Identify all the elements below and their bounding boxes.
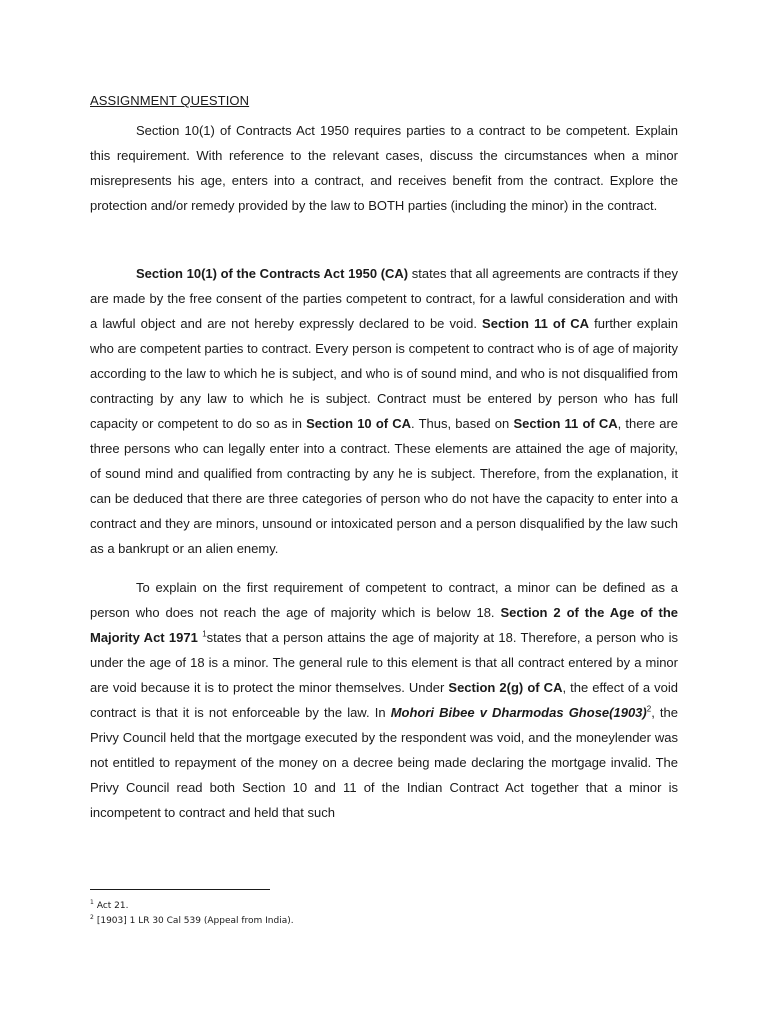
- document-page: [90, 92, 678, 825]
- footnote-item: [90, 914, 294, 929]
- footnote-number: 1: [90, 899, 94, 906]
- statute-ref: Section 11 of CA: [513, 416, 618, 431]
- paragraph-text: states that all agreements are contracts if they are made by the free consent of the parties competent to contract, for a lawful consideration and with a lawful object and are not hereby expressly declared to be void.: [90, 266, 678, 331]
- statute-ref: Section 11 of CA: [482, 316, 590, 331]
- footnote-ref[interactable]: 2: [646, 704, 652, 714]
- paragraph-text: states that a person attains the age of majority at 18. Therefore, a person who is under the age of 18 is a minor. The general rule to this element is that all contract entered by a minor are void because it is to protect the minor themselves. Under: [90, 630, 678, 695]
- question-paragraph: Section 10(1) of Contracts Act 1950 requires parties to a contract to be competent. Explain this requirement. With reference to the relevant cases, discuss the circumstances when a minor misrepresents his age, enters into a contract, and receives benefit from the contract. Explore the protection and/or remedy provided by the law to BOTH parties (including the minor) in the contract.: [90, 123, 678, 213]
- paragraph-text: To explain on the first requirement of competent to contract, a minor can be defined as a person who does not reach the age of majority which is below 18.: [90, 580, 678, 620]
- footnote-item: [90, 899, 294, 914]
- footnote-ref[interactable]: 1: [202, 629, 207, 639]
- case-citation: Mohori Bibee v Dharmodas Ghose(1903): [390, 705, 647, 720]
- statute-ref: Section 10 of CA: [306, 416, 412, 431]
- paragraph-section-10: [90, 261, 678, 561]
- footnote-separator: [90, 889, 270, 890]
- paragraph-text: further explain who are competent parties to contract. Every person is competent to contract who is of age of majority according to the law to which he is subject, and who is of sound mind, and who is not disqualified from contracting by any law to which he is subject. Contract must be entered by person who has full capacity or competent to do so as in: [90, 316, 679, 431]
- footnotes: [90, 899, 294, 929]
- footnote-text: Act 21.: [96, 901, 129, 911]
- paragraph-text: , the effect of a void contract is that it is not enforceable by the law. In: [90, 680, 678, 720]
- paragraph-text: . Thus, based on: [411, 416, 514, 431]
- footnote-number: 2: [90, 914, 94, 921]
- paragraph-text: , the Privy Council held that the mortgage executed by the respondent was void, and the moneylender was not entitled to repayment of the money on a decree being made declaring the mortgage invalid. The Privy Council read both Section 10 and 11 of the Indian Contract Act together that a minor is incompetent to contract and held that such: [90, 705, 679, 820]
- paragraph-minor: [90, 575, 678, 825]
- statute-ref: Section 10(1) of the Contracts Act 1950 (CA): [136, 266, 409, 281]
- paragraph-text: , there are three persons who can legally enter into a contract. These elements are attained the age of majority, of sound mind and qualified from contracting by any he is subject. Therefore, from the explanation, it can be deduced that there are three categories of person who do not have the capacity to enter into a contract and they are minors, unsound or intoxicated person and a person disqualified by the law such as a bankrupt or an alien enemy.: [90, 416, 679, 556]
- statute-ref: Section 2 of the Age of the Majority Act 1971: [90, 605, 678, 645]
- footnote-text: [1903] 1 LR 30 Cal 539 (Appeal from India).: [96, 916, 294, 926]
- assignment-heading: ASSIGNMENT QUESTION: [90, 93, 250, 108]
- statute-ref: Section 2(g) of CA: [448, 680, 563, 695]
